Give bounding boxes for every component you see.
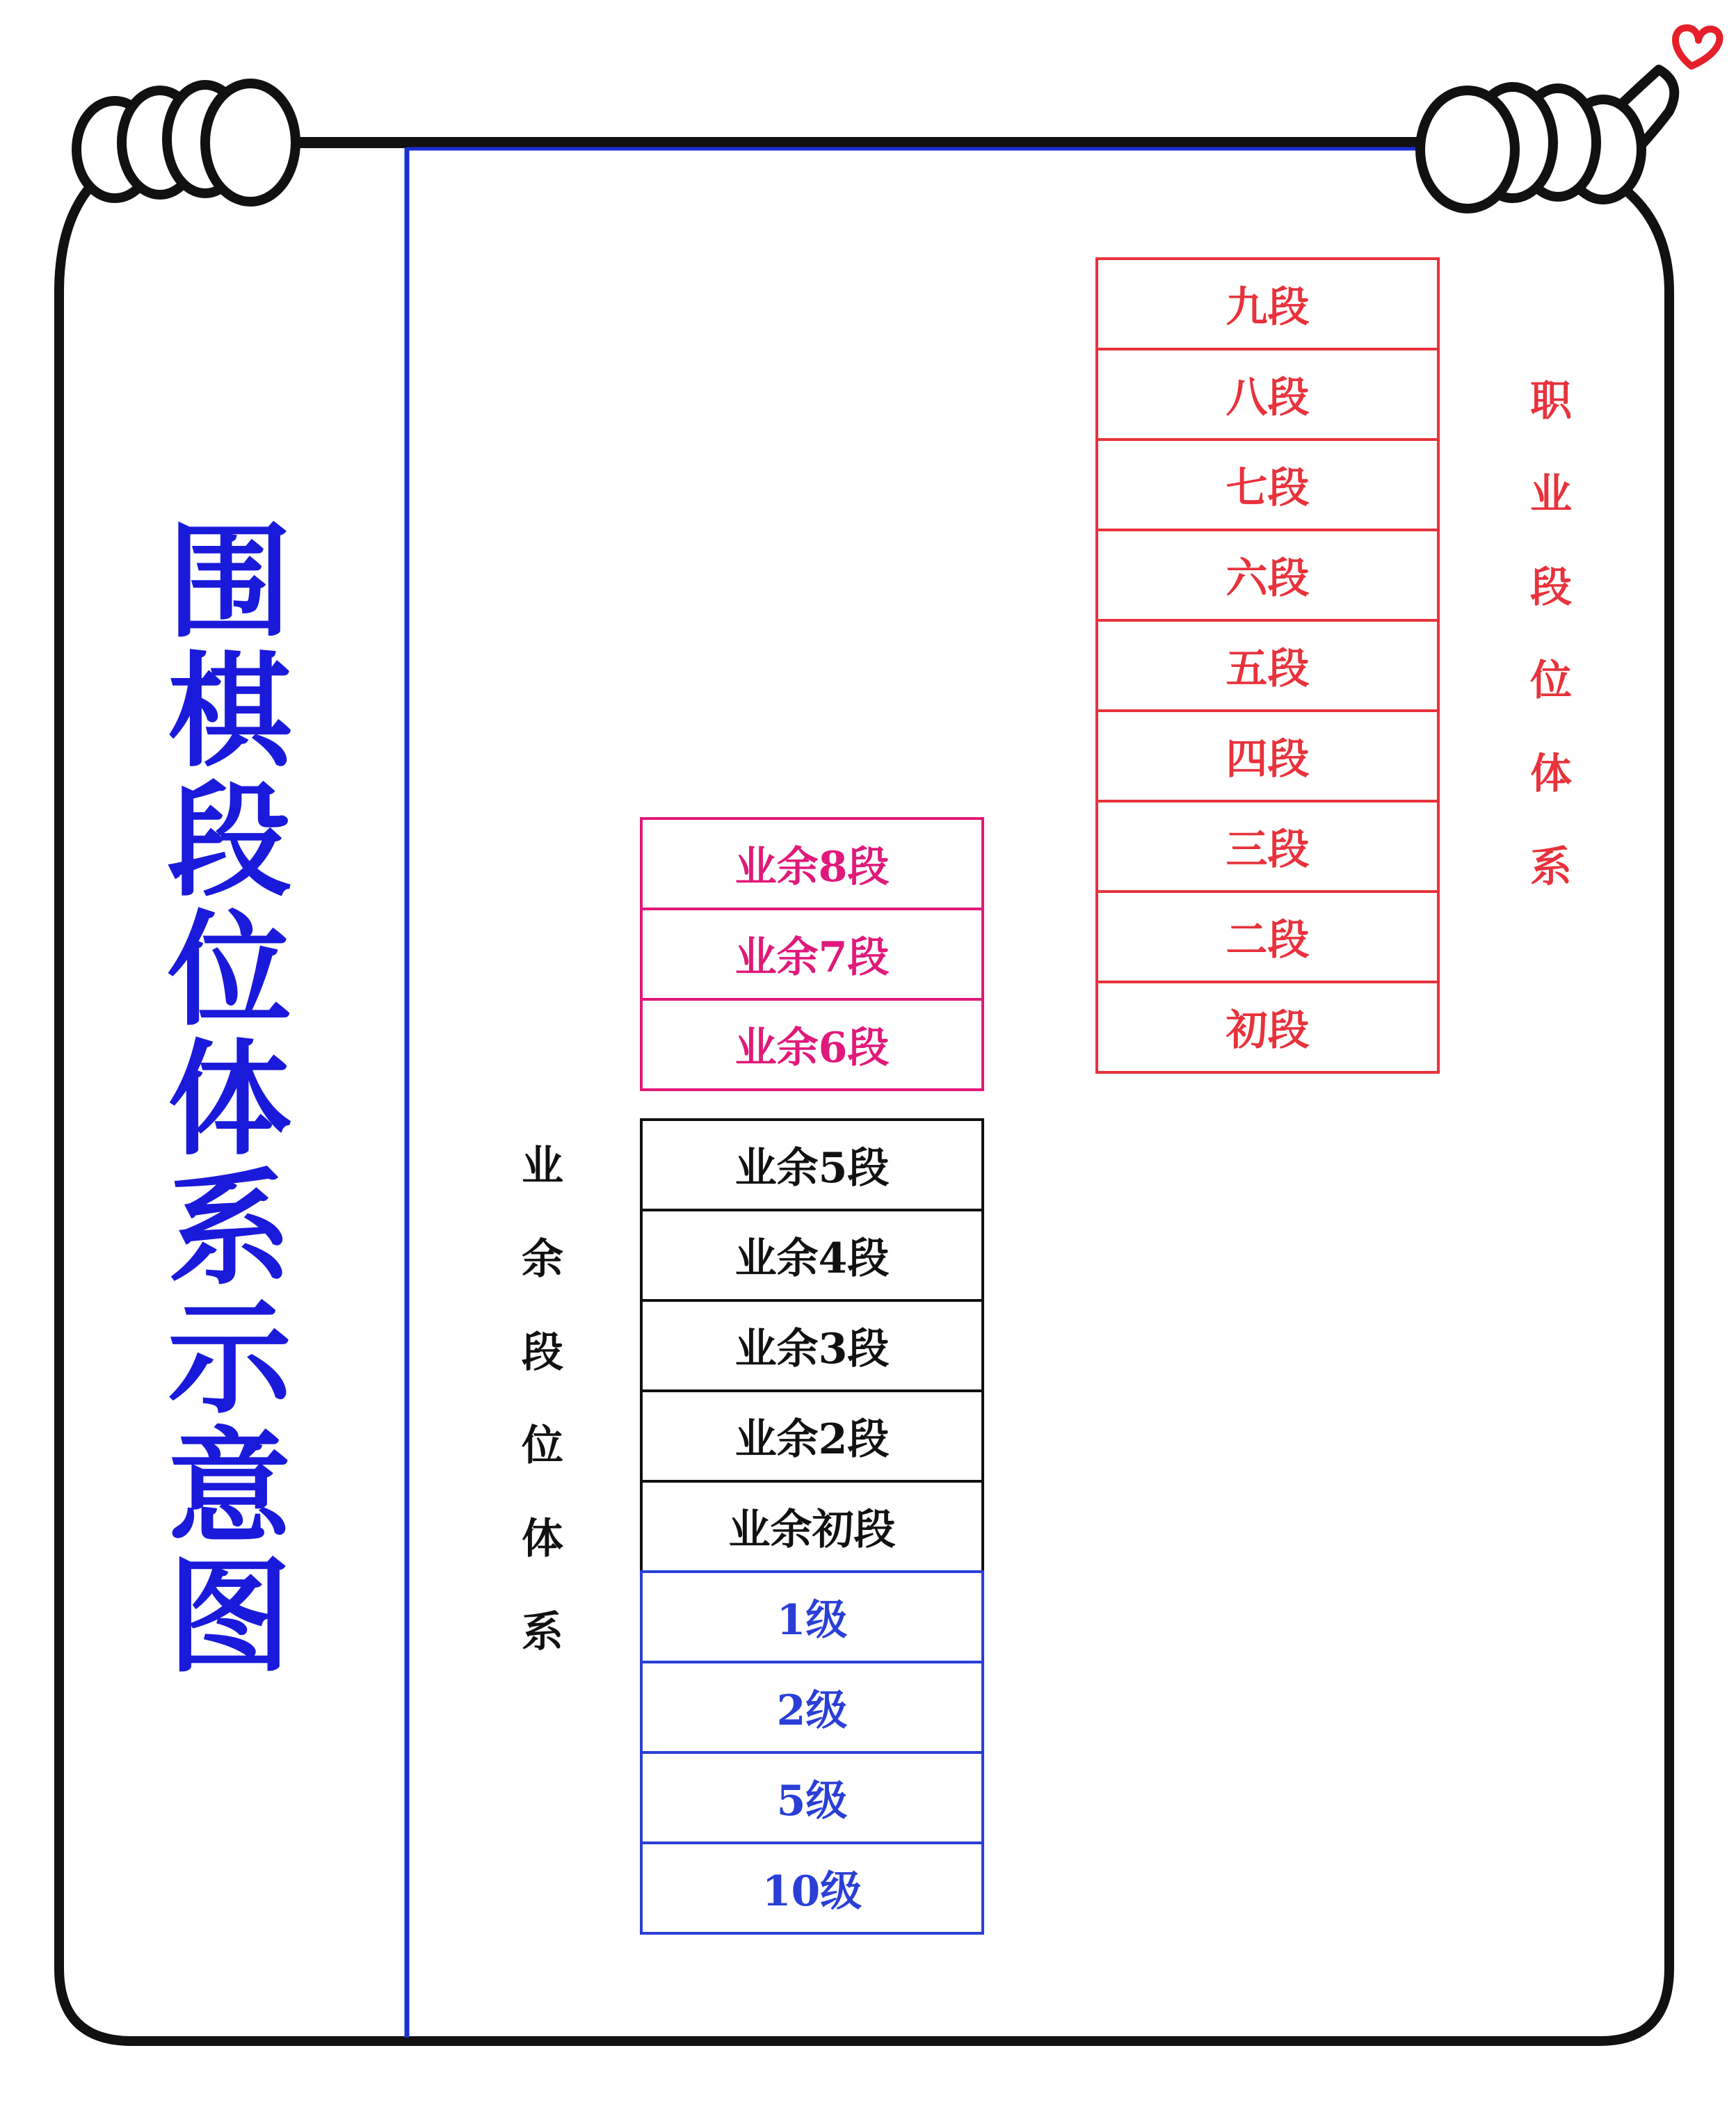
professional-rank-cell: 初段 — [1095, 981, 1440, 1074]
amateur-high-dan-cell: 业余8段 — [640, 817, 984, 910]
amateur-label-char: 余 — [522, 1235, 563, 1284]
professional-rank-cell: 五段 — [1095, 619, 1440, 712]
professional-label-char: 业 — [1530, 470, 1572, 519]
kyu-rank-cell: 5级 — [640, 1751, 984, 1844]
amateur-dan-cell: 业余2段 — [640, 1389, 984, 1483]
amateur-label-char: 体 — [522, 1515, 563, 1563]
title-char: 体 — [168, 1028, 291, 1172]
professional-label-char: 体 — [1530, 750, 1572, 798]
professional-rank-cell: 四段 — [1095, 709, 1440, 803]
left-cartoon-hand-icon — [77, 83, 296, 202]
title-char: 围 — [168, 510, 291, 654]
amateur-high-dan-cell: 业余6段 — [640, 998, 984, 1091]
title-char: 棋 — [168, 640, 291, 784]
professional-label-char: 段 — [1530, 563, 1572, 612]
professional-rank-cell: 八段 — [1095, 348, 1440, 441]
professional-rank-cell: 七段 — [1095, 438, 1440, 531]
title-char: 示 — [168, 1287, 291, 1430]
professional-rank-column — [1095, 257, 1440, 1074]
title-char: 位 — [168, 898, 291, 1042]
amateur-high-dan-column — [640, 817, 984, 1091]
amateur-dan-cell: 业余5段 — [640, 1118, 984, 1211]
amateur-dan-cell: 业余初段 — [640, 1480, 984, 1573]
professional-rank-cell: 九段 — [1095, 257, 1440, 350]
amateur-dan-cell: 业余3段 — [640, 1299, 984, 1392]
professional-label-char: 位 — [1530, 656, 1572, 705]
professional-rank-cell: 二段 — [1095, 890, 1440, 983]
amateur-label-char: 系 — [522, 1608, 563, 1657]
professional-label-char: 系 — [1530, 843, 1572, 892]
professional-label-char: 职 — [1530, 377, 1572, 426]
amateur-system-label — [508, 1120, 577, 1679]
kyu-rank-cell: 2级 — [640, 1661, 984, 1754]
amateur-dan-kyu-column — [640, 1118, 984, 1935]
amateur-label-char: 段 — [522, 1328, 563, 1377]
heart-icon — [1675, 28, 1720, 66]
amateur-dan-cell: 业余4段 — [640, 1209, 984, 1302]
title-char: 意 — [168, 1416, 291, 1560]
title-char: 段 — [168, 769, 291, 913]
title-char: 图 — [168, 1545, 291, 1689]
amateur-label-char: 位 — [522, 1421, 563, 1470]
professional-rank-cell: 六段 — [1095, 529, 1440, 622]
right-cartoon-hand-icon — [1420, 70, 1674, 209]
title-char: 系 — [168, 1157, 291, 1301]
amateur-high-dan-cell: 业余7段 — [640, 908, 984, 1001]
kyu-rank-cell: 10级 — [640, 1841, 984, 1935]
amateur-label-char: 业 — [522, 1142, 563, 1191]
professional-system-label — [1516, 355, 1586, 914]
page-title — [150, 510, 310, 1689]
kyu-rank-cell: 1级 — [640, 1570, 984, 1663]
professional-rank-cell: 三段 — [1095, 800, 1440, 893]
